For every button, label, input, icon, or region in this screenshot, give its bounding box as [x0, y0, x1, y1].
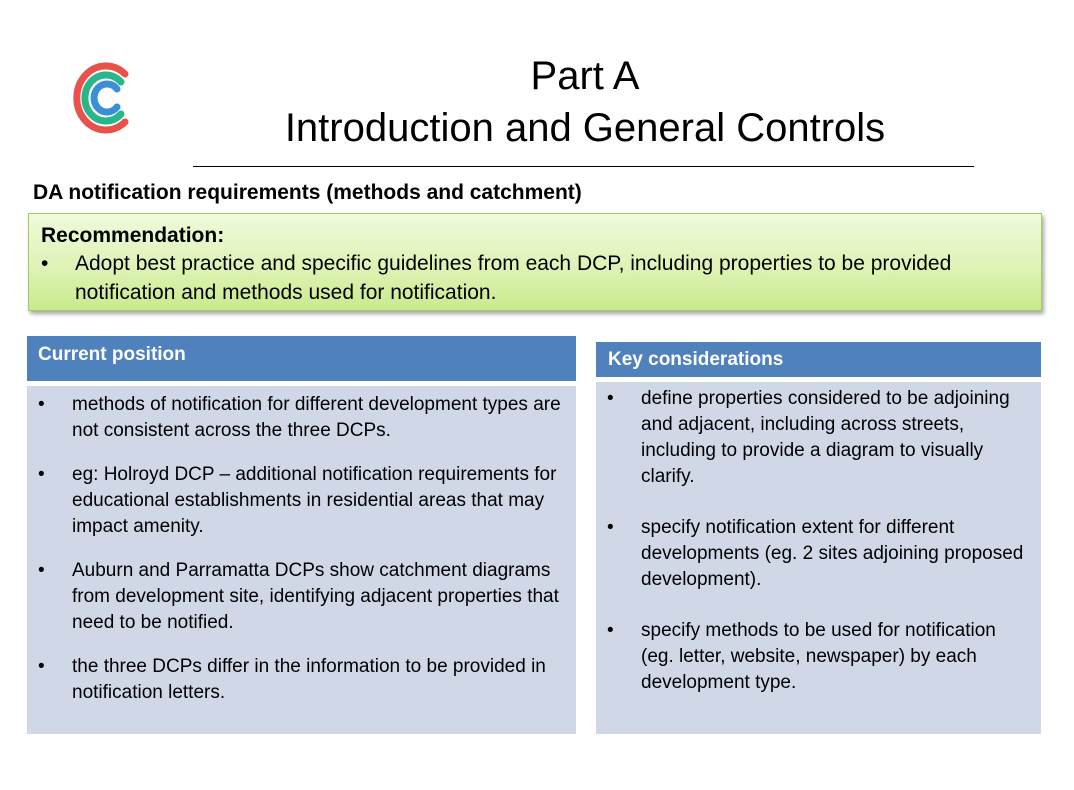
bullet: •	[38, 464, 45, 485]
list-item	[37, 392, 566, 444]
bullet: •	[607, 388, 614, 409]
title-line-2: Introduction and General Controls	[284, 106, 886, 150]
recommendation-item	[41, 249, 1027, 307]
current-position-body	[27, 386, 576, 734]
title-line-1: Part A	[530, 54, 640, 98]
bullet: •	[38, 656, 45, 677]
title-divider	[193, 166, 974, 167]
bullet: •	[607, 517, 614, 538]
list-item-text: eg: Holroyd DCP – additional notification requirements for educational establishments in residential areas that may impact amenity.	[72, 464, 557, 537]
recommendation-box	[28, 213, 1042, 311]
bullet: •	[607, 620, 614, 641]
section-heading: DA notification requirements (methods and catchment)	[33, 181, 582, 204]
key-considerations-header: Key considerations	[596, 342, 1041, 377]
list-item-text: specify methods to be used for notification (eg. letter, website, newspaper) by each development type.	[641, 620, 996, 693]
recommendation-text: Adopt best practice and specific guidelines from each DCP, including properties to be provided notification and methods used for notification.	[75, 252, 952, 304]
list-item-text: methods of notification for different development types are not consistent across the three DCPs.	[72, 394, 561, 441]
list-item-text: specify notification extent for different developments (eg. 2 sites adjoining proposed development).	[641, 517, 1024, 590]
recommendation-title: Recommendation:	[41, 224, 225, 247]
bullet: •	[38, 560, 45, 581]
key-considerations-body	[596, 382, 1041, 734]
page-title	[240, 50, 930, 154]
list-item	[606, 618, 1033, 696]
council-logo-icon	[68, 60, 138, 136]
bullet: •	[41, 252, 49, 275]
bullet: •	[38, 394, 45, 415]
list-item-text: the three DCPs differ in the information to be provided in notification letters.	[72, 656, 546, 703]
list-item	[606, 515, 1033, 593]
list-item	[37, 462, 566, 540]
current-position-header: Current position	[27, 336, 576, 381]
list-item	[606, 386, 1033, 490]
list-item-text: Auburn and Parramatta DCPs show catchment diagrams from development site, identifying adjacent properties that need to be notified.	[72, 560, 559, 633]
list-item	[37, 654, 566, 706]
list-item-text: define properties considered to be adjoining and adjacent, including across streets, including to provide a diagram to visually clarify.	[641, 388, 1010, 487]
list-item	[37, 558, 566, 636]
